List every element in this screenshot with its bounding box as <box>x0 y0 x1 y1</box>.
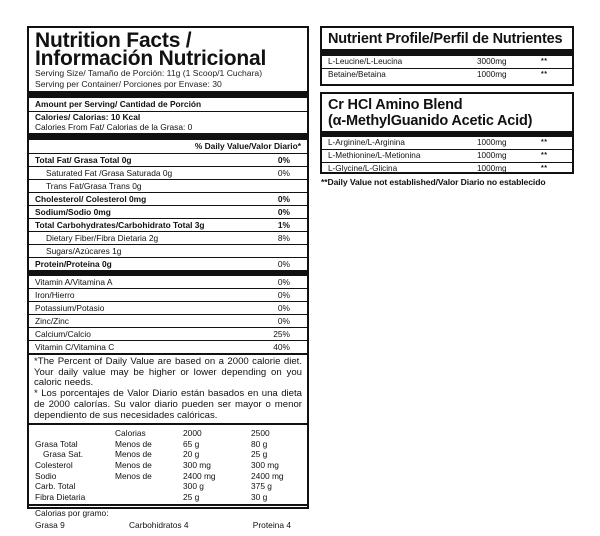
nutrient-label: Sodium/Sodio 0mg <box>35 207 111 217</box>
dv-cell: Menos de <box>115 449 152 460</box>
amino-blend-row <box>322 162 572 175</box>
ingredient-dv: ** <box>541 152 548 159</box>
dv-table-row <box>35 481 284 492</box>
nutrient-row <box>29 205 307 218</box>
dv-cell: Grasa Sat. <box>43 449 84 460</box>
nutrient-value: 8% <box>277 233 290 243</box>
serving-size: Serving Size/ Tamaño de Porción: 11g (1 Scoop/1 Cuchara) <box>35 68 263 78</box>
dv-cell: 30 g <box>251 491 268 502</box>
calories: Calories/ Calorias: 10 Kcal <box>35 112 141 122</box>
vitamin-row <box>29 314 307 327</box>
dv-cell <box>115 492 183 503</box>
vitamin-list <box>29 276 307 353</box>
nutrient-value <box>268 245 290 257</box>
dv-table-row <box>35 439 284 450</box>
vitamin-row <box>29 327 307 340</box>
ingredient-name: Betaine/Betaina <box>328 70 386 79</box>
dv-cell: 2500 <box>251 428 270 439</box>
nutrient-row <box>29 244 307 257</box>
dv-table-row <box>35 449 284 460</box>
nutrient-label: Protein/Proteina 0g <box>35 259 112 269</box>
dv-table-header <box>35 428 284 439</box>
amino-blend-title <box>322 94 572 131</box>
daily-value-header: % Daily Value/Valor Diario* <box>194 141 301 151</box>
ingredient-amount: 1000mg <box>477 70 507 79</box>
dv-cell: 300 mg <box>251 460 279 470</box>
amino-blend-row <box>322 149 572 162</box>
dv-cell: 20 g <box>183 449 200 460</box>
nutrient-row <box>29 257 307 270</box>
nutrient-row <box>29 218 307 231</box>
dv-cell: Calorias <box>115 428 146 439</box>
thick-divider <box>29 91 307 98</box>
calories-from-fat: Calories From Fat/ Calorias de la Grasa: 0 <box>35 121 193 132</box>
vitamin-value: 0% <box>277 290 290 300</box>
dv-table-row <box>35 471 284 482</box>
carb-calories: Carbohidratos 4 <box>129 520 189 531</box>
nutrient-list <box>29 153 307 270</box>
ingredient-amount: 1000mg <box>477 138 507 147</box>
vitamin-row <box>29 288 307 301</box>
nutrient-profile-title: Nutrient Profile/Perfil de Nutrientes <box>328 31 563 47</box>
daily-value-reference-table <box>35 428 284 502</box>
dv-cell: 300 g <box>183 481 204 492</box>
ingredient-dv: ** <box>541 139 548 146</box>
fat-calories: Grasa 9 <box>35 520 65 531</box>
nutrient-profile-panel <box>320 26 574 86</box>
nutrient-label: Trans Fat/Grasa Trans 0g <box>46 181 142 191</box>
nutrient-row <box>29 179 307 192</box>
title-line-1: Nutrition Facts / <box>35 29 192 52</box>
servings-per-container: Serving per Container/ Porciones por Envase: 30 <box>35 78 222 89</box>
vitamin-value: 0% <box>277 277 290 287</box>
vitamin-value: 0% <box>277 303 290 313</box>
vitamin-label: Vitamin A/Vitamina A <box>35 277 113 287</box>
nutrition-facts-panel <box>27 26 309 531</box>
ingredient-dv: ** <box>541 165 548 172</box>
dv-cell: 25 g <box>251 449 268 460</box>
amino-blend-title-line-1: Cr HCl Amino Blend <box>328 97 463 113</box>
dv-cell: 25 g <box>183 491 200 502</box>
vitamin-row <box>29 301 307 314</box>
dv-cell: Carb. Total <box>35 481 76 492</box>
dv-cell: 375 g <box>251 481 272 492</box>
nutrient-profile-row <box>322 68 572 81</box>
vitamin-value: 40% <box>273 342 290 352</box>
ingredient-amount: 1000mg <box>477 151 507 160</box>
nutrition-facts-title <box>29 28 307 68</box>
protein-calories: Proteina 4 <box>252 520 291 531</box>
nutrient-value: 0% <box>277 168 290 178</box>
vitamin-row <box>29 340 307 353</box>
calories-per-gram <box>29 506 307 532</box>
nutrient-label: Cholesterol/ Colesterol 0mg <box>35 194 147 204</box>
ingredient-dv: ** <box>541 71 548 78</box>
nutrient-row <box>29 153 307 166</box>
amino-blend-panel <box>320 92 574 174</box>
footnote-english: *The Percent of Daily Value are based on a 2000 calorie diet. Your daily value may be higher or lower depending on you caloric needs. <box>34 356 302 389</box>
dv-cell: Menos de <box>115 460 152 470</box>
dv-cell: Grasa Total <box>35 438 78 449</box>
ingredient-amount: 3000mg <box>477 57 507 66</box>
nutrient-row <box>29 192 307 205</box>
amino-blend-row <box>322 137 572 149</box>
thick-divider <box>29 133 307 140</box>
vitamin-row <box>29 276 307 288</box>
daily-value-not-established-note: **Daily Value not established/Valor Diario no establecido <box>321 177 546 187</box>
dv-cell: Menos de <box>115 438 152 449</box>
nutrient-value: 0% <box>277 259 290 269</box>
calories-per-gram-label: Calorias por gramo: <box>35 508 109 519</box>
dv-cell <box>35 428 115 439</box>
nutrient-profile-row <box>322 56 572 68</box>
dv-table-row <box>35 460 284 471</box>
nutrient-row <box>29 231 307 244</box>
nutrient-label: Sugars/Azúcares 1g <box>46 246 122 256</box>
nutrient-label: Total Fat/ Grasa Total 0g <box>35 155 132 165</box>
vitamin-label: Zinc/Zinc <box>35 316 69 326</box>
vitamin-value: 0% <box>277 316 290 326</box>
ingredient-dv: ** <box>541 58 548 65</box>
vitamin-value: 25% <box>273 329 290 339</box>
ingredient-name: L-Methionine/L-Metionina <box>328 151 421 160</box>
dv-cell <box>115 481 183 492</box>
dv-cell: Sodio <box>35 470 57 481</box>
ingredient-amount: 1000mg <box>477 164 507 173</box>
nutrient-label: Total Carbohydrates/Carbohidrato Total 3g <box>35 220 205 230</box>
dv-cell: 2000 <box>183 428 202 439</box>
calories-per-gram-values <box>35 519 301 531</box>
amount-per-serving: Amount per Serving/ Cantidad de Porción <box>35 99 202 109</box>
nutrient-label: Dietary Fiber/Fibra Dietaria 2g <box>46 233 159 243</box>
thick-divider <box>322 49 572 56</box>
footnote-spanish: * Los porcentajes de Valor Diario están basados en una dieta de 2000 calorías. Su valor diario pueden ser mayor o menor dependiento de sus necesidades calóricas. <box>34 388 302 421</box>
divider <box>29 423 307 425</box>
ingredient-name: L-Glycine/L-Glicina <box>328 164 398 173</box>
amino-blend-title-line-2: (α-MethylGuanido Acetic Acid) <box>328 113 533 129</box>
nutrient-value: 1% <box>277 220 290 230</box>
vitamin-label: Potassium/Potasio <box>35 303 105 313</box>
dv-cell: Colesterol <box>35 460 73 470</box>
nutrient-value: 0% <box>277 194 290 204</box>
dv-cell: 2400 mg <box>251 470 284 481</box>
dv-cell: 300 mg <box>183 460 211 470</box>
nutrient-value: 0% <box>277 207 290 217</box>
footnote <box>29 355 307 423</box>
dv-cell: Fibra Dietaria <box>35 491 86 502</box>
ingredient-name: L-Arginine/L-Arginina <box>328 138 405 147</box>
dv-cell: 2400 mg <box>183 470 216 481</box>
dv-table-row <box>35 492 284 503</box>
vitamin-label: Iron/Hierro <box>35 290 75 300</box>
nutrient-value <box>268 180 290 192</box>
vitamin-label: Calcium/Calcio <box>35 329 91 339</box>
dv-cell: Menos de <box>115 470 152 481</box>
vitamin-label: Vitamin C/Vitamina C <box>35 342 115 352</box>
title-line-2: Información Nutricional <box>35 47 267 70</box>
nutrient-value: 0% <box>277 155 290 165</box>
nutrient-label: Saturated Fat /Grasa Saturada 0g <box>46 168 173 178</box>
dv-cell: 80 g <box>251 438 268 449</box>
nutrient-row <box>29 166 307 179</box>
dv-cell: 65 g <box>183 438 200 449</box>
ingredient-name: L-Leucine/L-Leucina <box>328 57 403 66</box>
